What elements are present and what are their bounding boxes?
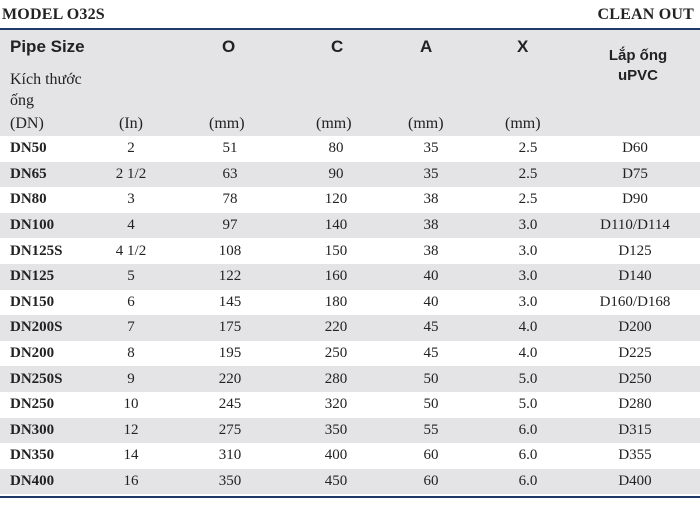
- cell-upvc: D160/D168: [599, 293, 671, 310]
- cell-dn: DN250S: [0, 366, 98, 392]
- cell-o: 108: [218, 242, 242, 259]
- header-dn-unit: (DN): [10, 115, 44, 132]
- cell-c: 250: [324, 345, 348, 362]
- cell-dn: DN350: [10, 447, 55, 464]
- cell-in: 14: [123, 447, 139, 464]
- header-o-unit: (mm): [209, 115, 245, 132]
- cell-in: 2 1/2: [98, 162, 164, 188]
- cell-in: 4: [98, 213, 164, 239]
- spec-table: [0, 136, 700, 494]
- cell-c: 180: [324, 293, 348, 310]
- cell-c: 140: [296, 213, 376, 239]
- cell-upvc: D250: [570, 366, 700, 392]
- cell-c: 320: [324, 396, 348, 413]
- header-ong: ống: [10, 92, 34, 109]
- header-col-o: O: [222, 37, 236, 56]
- cell-o: 310: [218, 447, 242, 464]
- cell-o: 51: [222, 140, 238, 157]
- cell-in: 9: [98, 366, 164, 392]
- cell-a: 35: [376, 162, 486, 188]
- cell-o: 350: [164, 469, 296, 495]
- cell-x: 5.0: [486, 366, 570, 392]
- cell-o: 220: [164, 366, 296, 392]
- cell-o: 245: [218, 396, 242, 413]
- cell-upvc: D355: [618, 447, 652, 464]
- cell-dn: DN125S: [10, 242, 63, 259]
- cell-o: 78: [222, 191, 238, 208]
- cell-dn: DN200S: [0, 315, 98, 341]
- cell-in: 6: [127, 293, 135, 310]
- header-x-unit: (mm): [505, 115, 541, 132]
- cell-upvc: D225: [618, 345, 652, 362]
- cell-dn: DN200: [10, 345, 55, 362]
- cell-dn: DN125: [0, 264, 98, 290]
- cell-in: 10: [123, 396, 139, 413]
- cell-dn: DN65: [0, 162, 98, 188]
- cell-a: 55: [376, 418, 486, 444]
- cell-x: 6.0: [486, 469, 570, 495]
- cell-o: 275: [164, 418, 296, 444]
- header-pipe-size: Pipe Size: [10, 37, 85, 56]
- cell-x: 2.5: [518, 140, 538, 157]
- cell-x: 6.0: [518, 447, 538, 464]
- cell-x: 5.0: [518, 396, 538, 413]
- cell-dn: DN80: [10, 191, 47, 208]
- table-row: [0, 418, 700, 444]
- cell-a: 45: [376, 315, 486, 341]
- cell-x: 3.0: [486, 264, 570, 290]
- model-title: MODEL O32S: [2, 6, 105, 23]
- cell-in: 2: [127, 140, 135, 157]
- cell-upvc: D400: [570, 469, 700, 495]
- header-upvc: [586, 46, 690, 86]
- header-upvc-label: uPVC: [617, 67, 658, 84]
- cell-upvc: D280: [618, 396, 652, 413]
- table-row: [0, 315, 700, 341]
- cell-c: 220: [296, 315, 376, 341]
- table-row: [0, 443, 700, 469]
- title-bar: [0, 0, 700, 30]
- table-row: [0, 392, 700, 418]
- cell-x: 3.0: [518, 293, 538, 310]
- cell-x: 3.0: [518, 242, 538, 259]
- header-lap-ong: Lắp ống: [608, 47, 668, 64]
- cell-o: 97: [164, 213, 296, 239]
- cell-x: 4.0: [518, 345, 538, 362]
- header-in-unit: (In): [119, 115, 143, 132]
- cell-dn: DN100: [0, 213, 98, 239]
- cell-a: 38: [423, 191, 439, 208]
- cell-upvc: D75: [570, 162, 700, 188]
- cell-a: 45: [423, 345, 439, 362]
- cell-upvc: D315: [570, 418, 700, 444]
- cell-c: 350: [296, 418, 376, 444]
- table-row: [0, 290, 700, 316]
- cell-c: 160: [296, 264, 376, 290]
- table-row: [0, 469, 700, 495]
- cell-o: 122: [164, 264, 296, 290]
- cell-in: 8: [127, 345, 135, 362]
- table-row: [0, 264, 700, 290]
- cell-a: 60: [423, 447, 439, 464]
- cell-a: 60: [376, 469, 486, 495]
- cell-c: 280: [296, 366, 376, 392]
- cell-c: 400: [324, 447, 348, 464]
- cell-c: 450: [296, 469, 376, 495]
- cell-o: 195: [218, 345, 242, 362]
- cell-c: 120: [324, 191, 348, 208]
- table-row: [0, 162, 700, 188]
- cell-x: 2.5: [518, 191, 538, 208]
- table-row: [0, 341, 700, 367]
- table-header: [0, 30, 700, 136]
- table-row: [0, 213, 700, 239]
- table-row: [0, 366, 700, 392]
- header-col-a: A: [420, 37, 433, 56]
- cell-dn: DN400: [0, 469, 98, 495]
- table-row: [0, 136, 700, 162]
- cell-x: 2.5: [486, 162, 570, 188]
- cell-x: 3.0: [486, 213, 570, 239]
- cell-a: 40: [423, 293, 439, 310]
- cell-upvc: D200: [570, 315, 700, 341]
- cell-upvc: D90: [622, 191, 648, 208]
- table-row: [0, 187, 700, 213]
- cell-dn: DN300: [0, 418, 98, 444]
- bottom-rule: [0, 496, 700, 498]
- cell-upvc: D140: [570, 264, 700, 290]
- header-col-x: X: [517, 37, 529, 56]
- cell-upvc: D60: [622, 140, 648, 157]
- header-kich-thuoc: Kích thước: [10, 71, 82, 88]
- cell-upvc: D110/D114: [570, 213, 700, 239]
- cell-in: 3: [127, 191, 135, 208]
- cell-dn: DN250: [10, 396, 55, 413]
- cell-o: 175: [164, 315, 296, 341]
- cell-a: 35: [423, 140, 439, 157]
- header-a-unit: (mm): [408, 115, 444, 132]
- cell-o: 63: [164, 162, 296, 188]
- cell-dn: DN50: [10, 140, 47, 157]
- cell-c: 150: [324, 242, 348, 259]
- header-col-c: C: [331, 37, 344, 56]
- cell-in: 7: [98, 315, 164, 341]
- cell-dn: DN150: [10, 293, 55, 310]
- cell-c: 80: [328, 140, 344, 157]
- table-row: [0, 238, 700, 264]
- cell-x: 4.0: [486, 315, 570, 341]
- cell-in: 16: [98, 469, 164, 495]
- cell-a: 50: [376, 366, 486, 392]
- cell-in: 5: [98, 264, 164, 290]
- cell-o: 145: [218, 293, 242, 310]
- cell-in: 12: [98, 418, 164, 444]
- cell-a: 40: [376, 264, 486, 290]
- cell-in: 4 1/2: [115, 242, 147, 259]
- header-c-unit: (mm): [316, 115, 352, 132]
- cell-x: 6.0: [486, 418, 570, 444]
- cell-a: 38: [376, 213, 486, 239]
- product-title: CLEAN OUT: [597, 6, 694, 23]
- cell-a: 38: [423, 242, 439, 259]
- cell-a: 50: [423, 396, 439, 413]
- cell-c: 90: [296, 162, 376, 188]
- cell-upvc: D125: [618, 242, 652, 259]
